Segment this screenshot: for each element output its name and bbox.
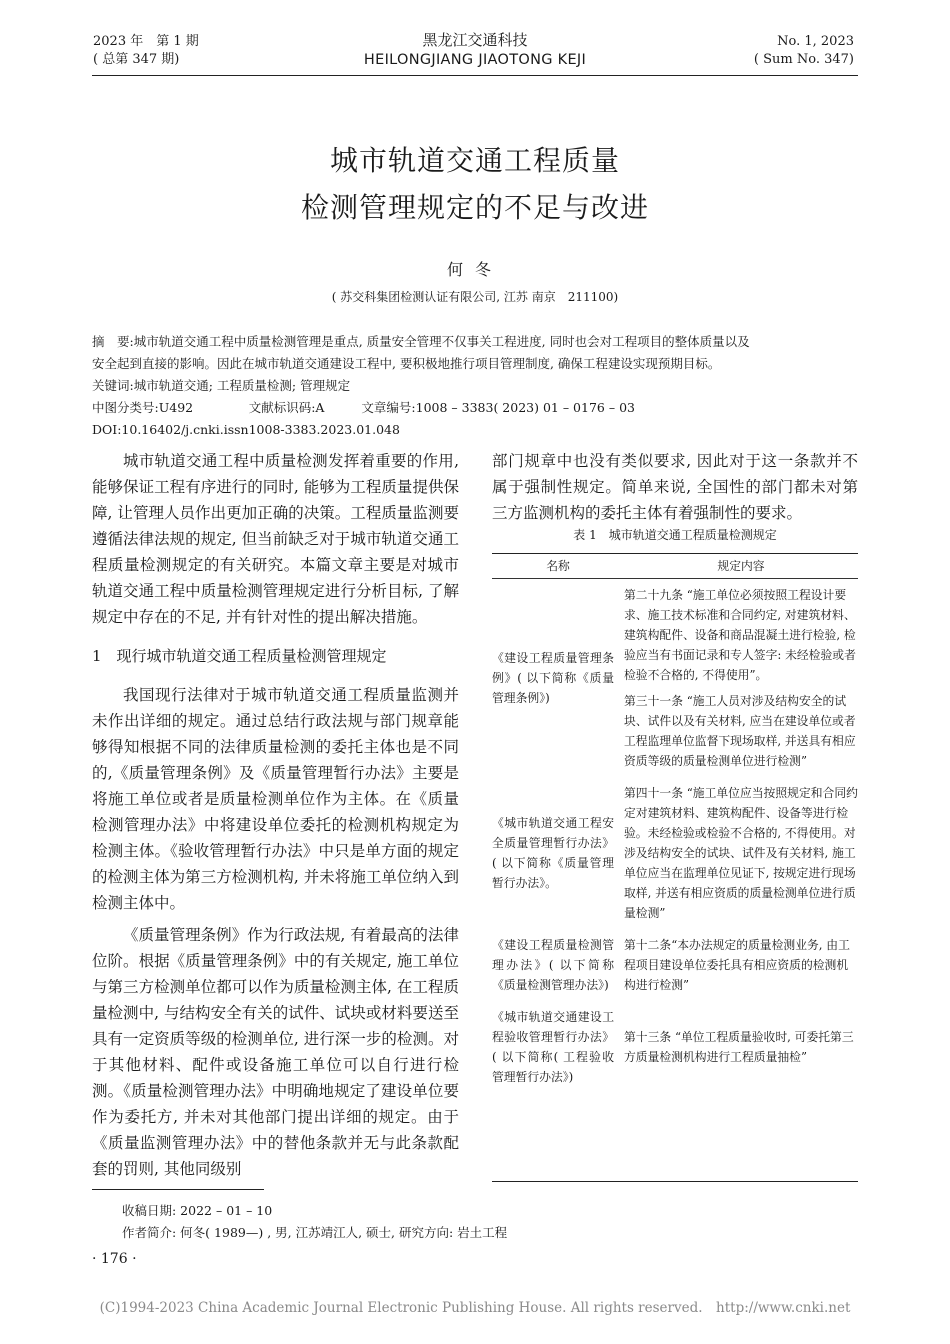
table-cell-content: 第四十一条 “施工单位应当按照规定和合同约定对建筑材料、建筑构配件、设备等进行检验。未经检验或检验不合格的, 不得使用。对涉及结构安全的试块、试件及有关材料, 施工单位应当在监理单位见证下, 按规定进行现场取样, 并送有相应资质的质量检测单位进行质量检测” <box>624 786 858 920</box>
header-rule <box>92 75 858 76</box>
author: 何冬 <box>446 260 503 279</box>
journal-name-en: HEILONGJIANG JIAOTONG KEJI <box>363 52 587 68</box>
table-cell-name: 《建设工程质量检测管理办法》( 以下简称《质量检测管理办法》) <box>492 938 614 992</box>
year-issue: 2023 年 第 1 期 <box>93 34 199 49</box>
table-cell-content: 第十二条“本办法规定的质量检测业务, 由工程项目建设单位委托具有相应资质的检测机构进行检测” <box>624 938 850 992</box>
sum-no: ( Sum No. 347) <box>753 52 854 67</box>
table-cell-clause: 第二十九条 “施工单位必须按照工程设计要求、施工技术标准和合同约定, 对建筑材料、建筑构配件、设备和商品混凝土进行检验, 检验应当有书面记录和专人签字: 未经检验或者检验不合格的, 不得使用”。 <box>624 588 856 682</box>
issue-number <box>754 33 854 69</box>
clc-label: 中图分类号: <box>92 400 159 415</box>
table-row <box>492 929 858 1001</box>
footnotes <box>122 1200 507 1244</box>
right-column <box>492 448 858 526</box>
doc-code-label: 文献标识码: <box>248 400 316 415</box>
table-row <box>492 777 858 929</box>
journal-name-cn: 黑龙江交通科技 <box>422 31 528 49</box>
table-caption: 表 1 城市轨道交通工程质量检测规定 <box>573 528 777 542</box>
body-paragraph-3: 《质量管理条例》作为行政法规, 有着最高的法律位阶。根据《质量管理条例》中的有关规定, 施工单位与第三方检测单位都可以作为质量检测主体, 在工程质量检测中, 与结构安全有关的试件、试块或材料要送至具有一定资质等级的检测单位, 进行深一步的检测。对于其他材料、配件或设备施工单位可以自行进行检测。《质量检测管理办法》中明确地规定了建设单位要作为委托方, 并未对其他部门提出详细的规定。由于《质量监测管理办法》中的替他条款并无与此条款配套的罚则, 其他同级别 <box>92 926 459 1178</box>
body-paragraph-2: 我国现行法律对于城市轨道交通工程质量监测并未作出详细的规定。通过总结行政法规与部门规章能够得知根据不同的法律质量检测的委托主体也是不同的,《质量管理条例》及《质量管理暂行办法》主要是将施工单位或者是质量检测单位作为主体。在《质量检测管理办法》中将建设单位委托的检测机构规定为检测主体。《验收管理暂行办法》中只是单方面的规定的检测主体为第三方检测机构, 并未将施工单位纳入到检测主体中。 <box>92 686 459 912</box>
article-no-label: 文章编号: <box>361 400 416 415</box>
table-cell-name: 《城市轨道交通建设工程验收管理暂行办法》( 以下简称( 工程验收管理暂行办法》) <box>492 1010 614 1084</box>
table-cell-content: 第十三条 “单位工程质量验收时, 可委托第三方质量检测机构进行工程质量抽检” <box>624 1030 854 1064</box>
keywords-label: 关键词: <box>92 378 134 393</box>
affiliation: ( 苏交科集团检测认证有限公司, 江苏 南京 211100) <box>331 290 619 304</box>
article-no-value: 1008 – 3383( 2023) 01 – 0176 – 03 <box>415 400 635 415</box>
regulation-table <box>492 554 858 1093</box>
doi: DOI:10.16402/j.cnki.issn1008-3383.2023.01.048 <box>92 422 400 437</box>
section-heading-1: 1 现行城市轨道交通工程质量检测管理规定 <box>92 647 387 665</box>
table-row <box>492 579 858 778</box>
article-title-line1: 城市轨道交通工程质量 <box>329 144 620 177</box>
abstract-label: 摘 要: <box>92 334 134 349</box>
article-title-line2: 检测管理规定的不足与改进 <box>300 191 649 224</box>
body-paragraph-4: 部门规章中也没有类似要求, 因此对于这一条款并不属于强制性规定。简单来说, 全国性的部门都未对第三方监测机构的委托主体有着强制性的要求。 <box>492 452 858 522</box>
copyright: (C)1994-2023 China Academic Journal Electronic Publishing House. All rights reserved. http://www.cnki.net <box>99 1300 851 1316</box>
table-cell-content <box>624 579 858 778</box>
table-header-content: 规定内容 <box>624 554 858 579</box>
received-date: 收稿日期: 2022 – 01 – 10 <box>122 1203 273 1218</box>
issue-no: No. 1, 2023 <box>777 34 854 49</box>
table-row <box>492 1001 858 1093</box>
abstract <box>92 331 862 441</box>
left-column <box>92 448 459 1182</box>
classification-row <box>92 397 862 419</box>
doc-code-value: A <box>315 400 325 415</box>
table-header-name: 名称 <box>492 554 624 579</box>
footnote-rule <box>92 1189 264 1190</box>
table-cell-clause: 第三十一条 “施工人员对涉及结构安全的试块、试件以及有关材料, 应当在建设单位或者工程监理单位监督下现场取样, 并送具有相应资质等级的质量检测单位进行检测” <box>624 694 856 768</box>
table-cell-name: 《建设工程质量管理条例》( 以下简称《质量管理条例》) <box>492 651 614 705</box>
total-issue: ( 总第 347 期) <box>93 52 180 67</box>
keywords: 城市轨道交通; 工程质量检测; 管理规定 <box>133 378 351 393</box>
clc-value: U492 <box>158 400 194 415</box>
body-paragraph-1: 城市轨道交通工程中质量检测发挥着重要的作用, 能够保证工程有序进行的同时, 能够为工程质量提供保障, 让管理人员作出更加正确的决策。工程质量监测要遵循法律法规的规定, 但当前缺乏对于城市轨道交通工程质量检测规定的有关研究。本篇文章主要是对城市轨道交通工程中质量检测管理规定进行分析目标, 了解规定中存在的不足, 并有针对性的提出解决措施。 <box>92 452 459 626</box>
table-cell-name: 《城市轨道交通工程安全质量管理暂行办法》( 以下简称《质量管理暂行办法》。 <box>492 816 614 890</box>
table-bottom-rule <box>492 1181 858 1182</box>
abstract-text-1: 城市轨道交通工程中质量检测管理是重点, 质量安全管理不仅事关工程进度, 同时也会对工程项目的整体质量以及 <box>133 334 750 349</box>
page-number: · 176 · <box>92 1251 137 1267</box>
abstract-text-2: 安全起到直接的影响。因此在城市轨道交通建设工程中, 要积极地推行项目管理制度, 确保工程建设实现预期目标。 <box>92 356 721 371</box>
author-bio: 作者简介: 何冬( 1989—) , 男, 江苏靖江人, 硕士, 研究方向: 岩土工程 <box>122 1225 508 1240</box>
